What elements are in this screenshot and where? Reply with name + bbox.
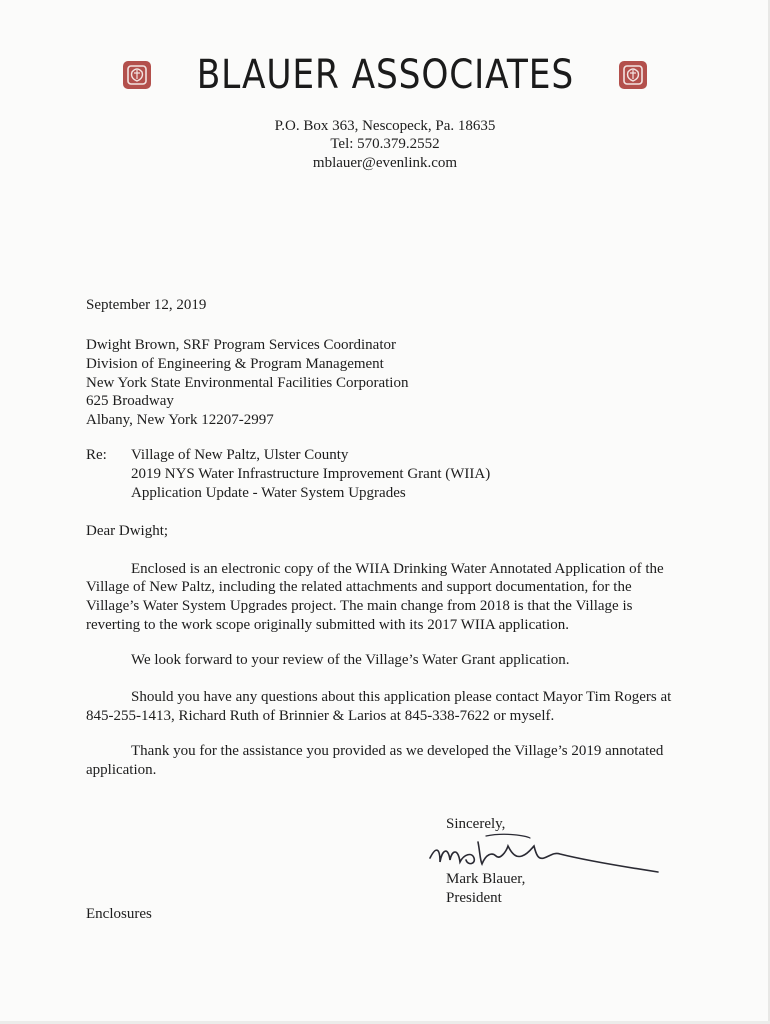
body-line: Should you have any questions about this application please contact Mayor Tim Rogers at	[131, 689, 672, 705]
re-label: Re:	[86, 447, 107, 463]
letterhead-phone: Tel: 570.379.2552	[330, 136, 440, 152]
firm-name: BLAUER ASSOCIATES	[196, 52, 574, 98]
recipient-line: Albany, New York 12207-2997	[86, 412, 274, 428]
letterhead	[0, 52, 770, 98]
salutation: Dear Dwight;	[86, 523, 169, 539]
body-line: reverting to the work scope originally submitted with its 2017 WIIA application.	[86, 617, 569, 633]
rose-logo-icon	[122, 60, 152, 90]
recipient-line: 625 Broadway	[86, 393, 174, 409]
body-line: Village’s Water System Upgrades project. The main change from 2018 is that the Village is	[86, 598, 633, 614]
body-line: Thank you for the assistance you provided as we developed the Village’s 2019 annotated	[131, 743, 664, 759]
body-line: application.	[86, 762, 157, 778]
signer-title: President	[446, 890, 502, 906]
re-line: Village of New Paltz, Ulster County	[131, 447, 349, 463]
recipient-line: New York State Environmental Facilities Corporation	[86, 375, 409, 391]
recipient-line: Division of Engineering & Program Management	[86, 356, 384, 372]
letter-date: September 12, 2019	[86, 297, 207, 313]
body-line: 845-255-1413, Richard Ruth of Brinnier & Larios at 845-338-7622 or myself.	[86, 708, 555, 724]
body-line: Village of New Paltz, including the related attachments and support documentation, for the	[86, 579, 632, 595]
letterhead-email: mblauer@evenlink.com	[312, 155, 458, 171]
body-line: Enclosed is an electronic copy of the WIIA Drinking Water Annotated Application of the	[131, 561, 664, 577]
signer-name: Mark Blauer,	[446, 871, 526, 887]
recipient-line: Dwight Brown, SRF Program Services Coordinator	[86, 337, 396, 353]
closing: Sincerely,	[446, 816, 506, 832]
enclosures-note: Enclosures	[86, 906, 152, 922]
rose-logo-icon	[618, 60, 648, 90]
letterhead-address: P.O. Box 363, Nescopeck, Pa. 18635	[274, 118, 496, 134]
re-line: Application Update - Water System Upgrades	[131, 485, 406, 501]
body-line: We look forward to your review of the Village’s Water Grant application.	[131, 652, 570, 668]
re-line: 2019 NYS Water Infrastructure Improvement Grant (WIIA)	[131, 466, 491, 482]
